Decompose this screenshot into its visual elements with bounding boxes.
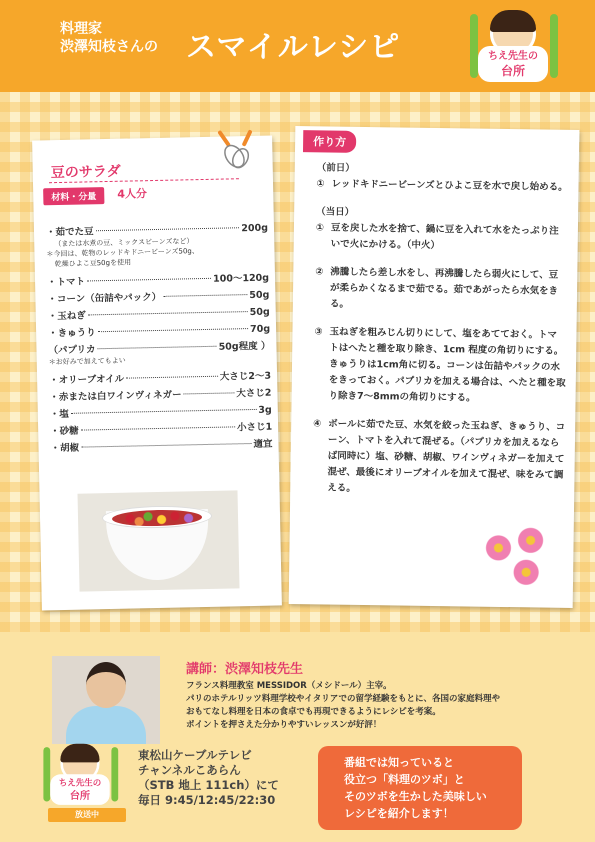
logo-badge: ちえ先生の 台所 (50, 774, 110, 805)
cosmos-flower-icon (511, 557, 541, 587)
fork-icon (470, 14, 478, 78)
step-heading: （当日） (316, 206, 355, 218)
step-item: ① 豆を戻した水を捨て、鍋に豆を入れて水をたっぷり注いで火にかける。（中火） (315, 222, 559, 252)
salad-photo (78, 490, 240, 591)
cosmos-flower-icon (517, 527, 543, 553)
step-item: ④ ボールに茹でた豆、水気を絞った玉ねぎ、きゅうり、コーン、トマトを入れて混ぜる。（パプリカを加えるならば同時に）塩、砂糖、胡椒、ワインヴィネガーを加えて混ぜ、最後にオリーブオイルを加えて混ぜ、味をみて調える。 (313, 418, 566, 494)
step-item: ② 沸騰したら差し水をし、再沸騰したら弱火にして、豆が柔らかくなるまで茹でる。茹であがったら水気をきる。 (315, 266, 559, 310)
logo-badge: ちえ先生の 台所 (478, 46, 548, 82)
chie-kitchen-logo-small (40, 742, 122, 810)
whisk-icon (210, 128, 261, 173)
page-title: スマイルレシピ (186, 30, 401, 65)
ingredient-row: ・コーン（缶詰やパック） 50g (47, 289, 270, 306)
method-steps (312, 160, 569, 499)
teacher-title: 講師：渋澤知枝先生 (186, 662, 304, 677)
knife-icon (550, 14, 558, 78)
header-subtitle (60, 20, 158, 56)
step-item: ③ 玉ねぎを粗みじん切りにして、塩をあてておく。トマトはへたと種を取り除き、1cm 程度の角切りにする。きゅうりは1cm角に切る。コーンは缶詰やパックの水をきっておく。パプリカを加える場合は、へたと種を取り除き7〜8mmの角切りにする。 (314, 326, 566, 404)
ingredient-row: ・塩 3g (49, 404, 272, 421)
ingredient-list (46, 222, 273, 456)
header-sub-line2: 渋澤知枝さんの (60, 39, 158, 55)
servings-count: 4人分 (117, 187, 148, 201)
method-tab: 作り方 (303, 130, 356, 153)
recipe-title: 豆のサラダ (50, 163, 121, 182)
ingredient-row: ・赤または白ワインヴィネガー 大さじ2 (49, 387, 272, 404)
ingredients-card (32, 136, 282, 611)
promo-box: 番組では知っていると 役立つ「料理のツボ」と そのツボを生かした美味しい レシピを紹介します！ (318, 746, 522, 830)
ingredient-row: ・オリーブオイル 大さじ2〜3 (49, 370, 272, 387)
header-banner (0, 0, 595, 92)
fork-icon (43, 747, 50, 801)
channel-info: 東松山ケーブルテレビ チャンネルこあらん （STB 地上 111ch）にて 毎日 9:45/12:45/22:30 (138, 748, 279, 807)
step-heading: （前日） (316, 162, 355, 174)
header-sub-line1: 料理家 (60, 21, 102, 37)
teacher-bio: フランス料理教室 MESSIDOR（メシドール）主宰。 パリのホテルリッツ料理学校やイタリアでの留学経験をもとに、各国の家庭料理や おもてなし料理を日本の食卓でも再現できるようにレシピを考案。 ポイントを押さえた分かりやすいレッスンが好評！ (186, 681, 500, 730)
ingredient-row: ・胡椒 適宜 (50, 438, 273, 455)
ingredient-note: 乾燥ひよこ豆50gを使用 (54, 258, 132, 269)
ingredient-note: ＊今回は、乾物のレッドキドニービーンズ50g、 (46, 247, 199, 259)
cosmos-flower-icon (485, 535, 511, 561)
ingredient-row: ・玉ねぎ 50g (47, 306, 270, 323)
ingredient-row: ・きゅうり 70g (48, 323, 271, 340)
ingredient-row: ・トマト 100〜120g (46, 272, 270, 289)
on-air-badge: 放送中 (48, 808, 126, 822)
teacher-section (0, 632, 595, 842)
step-item: ① レッドキドニービーンズとひよこ豆を水で戻し始める。 (316, 178, 568, 193)
servings-label: 材料・分量 (43, 187, 104, 205)
ingredient-row: ・砂糖 小さじ1 (50, 421, 273, 438)
method-card (289, 126, 580, 608)
knife-icon (111, 747, 118, 801)
ingredient-row: （パプリカ 50g程度 ） (48, 340, 271, 357)
teacher-photo (52, 656, 160, 744)
ingredient-note: ＊お好みで加えてもよい (48, 356, 126, 367)
ingredient-note: （または水煮の豆、ミックスビーンズなど） (54, 237, 194, 249)
ingredient-row: ・茹でた豆 200g (45, 222, 269, 239)
chie-kitchen-logo (466, 8, 562, 88)
